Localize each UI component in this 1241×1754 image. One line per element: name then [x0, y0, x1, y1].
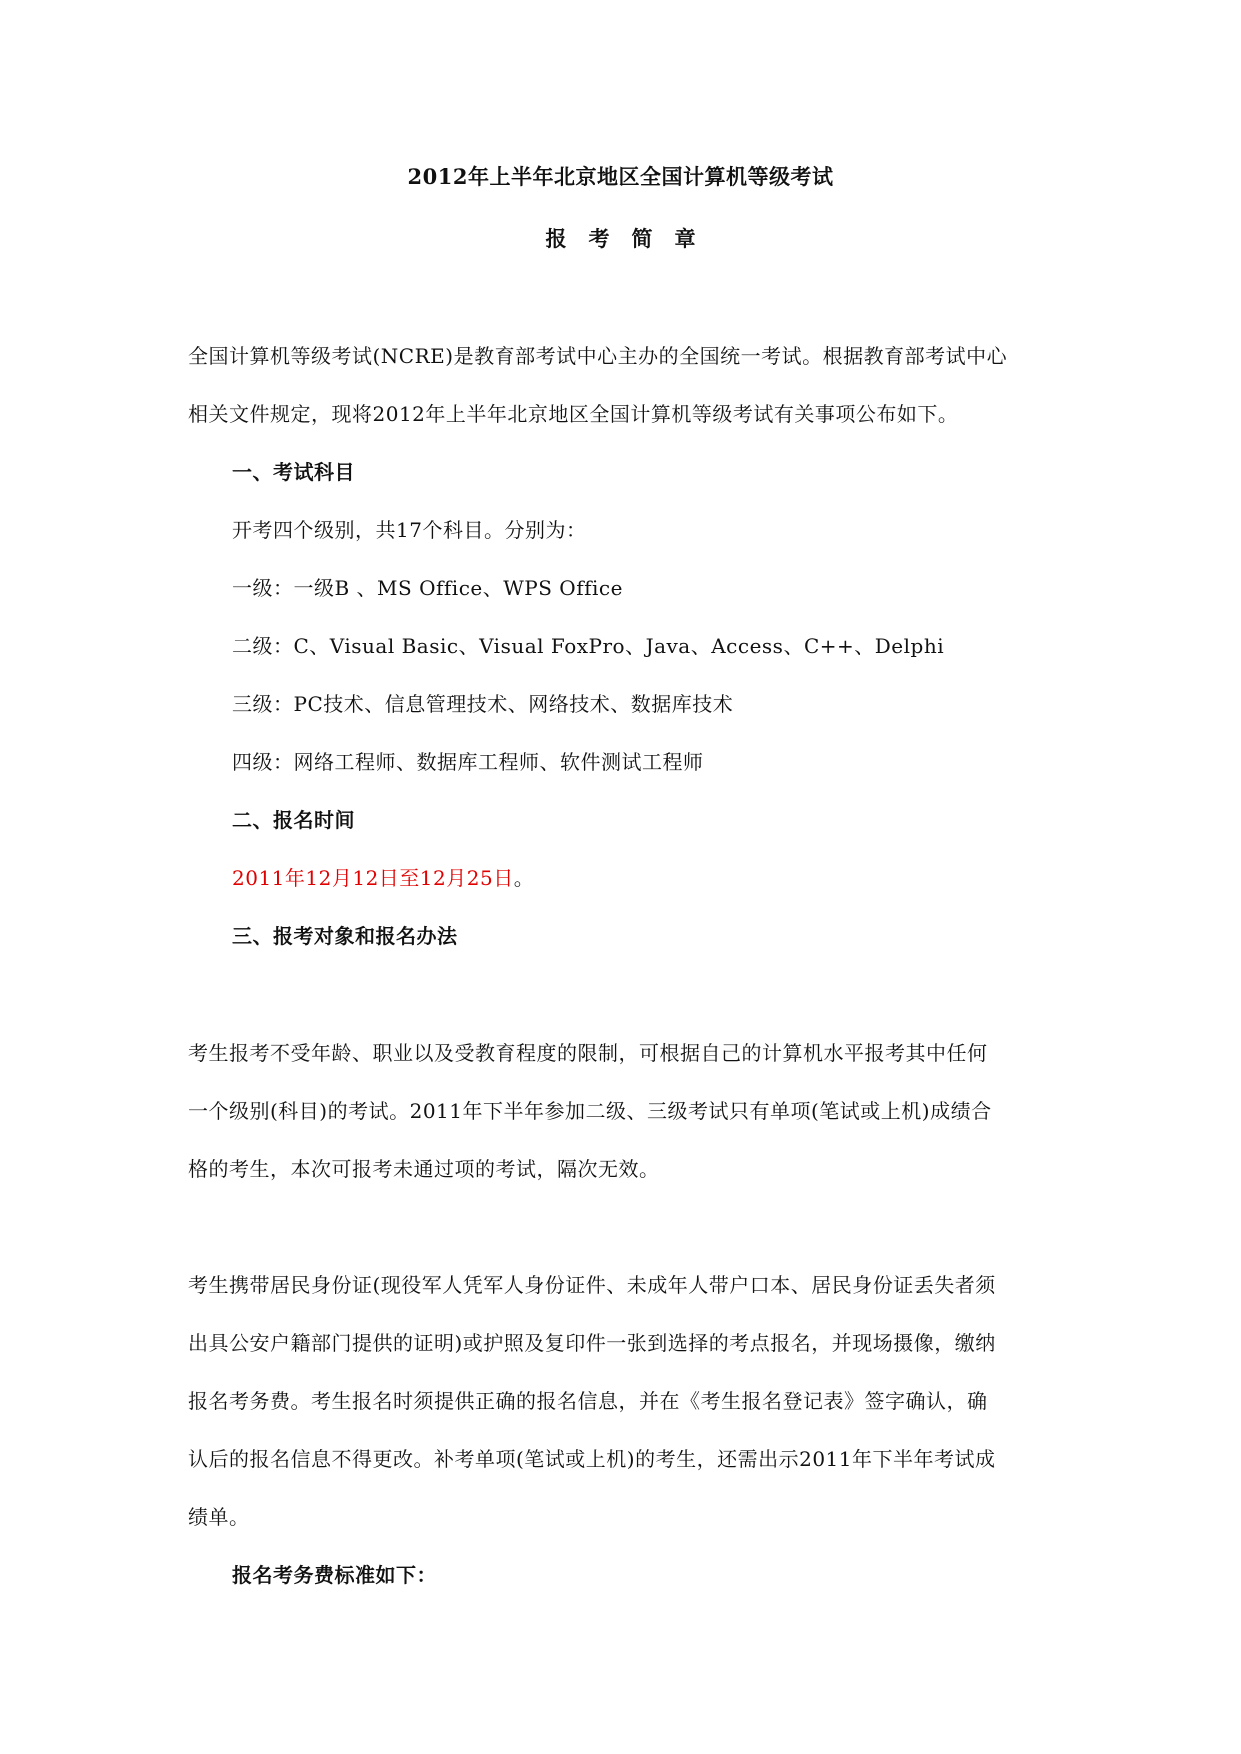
procedure-line-3: 报名考务费。考生报名时须提供正确的报名信息，并在《考生报名登记表》签字确认，确 [188, 1389, 988, 1413]
registration-date-suffix: 。 [513, 866, 535, 890]
level-4-subjects: 四级：网络工程师、数据库工程师、软件测试工程师 [232, 750, 704, 774]
intro-line-1: 全国计算机等级考试(NCRE)是教育部考试中心主办的全国统一考试。根据教育部考试中心 [188, 344, 1008, 368]
document-title: 2012年上半年北京地区全国计算机等级考试 [407, 164, 834, 189]
section-2-heading: 二、报名时间 [232, 808, 355, 832]
intro-line-2: 相关文件规定，现将2012年上半年北京地区全国计算机等级考试有关事项公布如下。 [188, 402, 959, 426]
eligibility-line-3: 格的考生，本次可报考未通过项的考试，隔次无效。 [188, 1157, 660, 1181]
eligibility-line-2: 一个级别(科目)的考试。2011年下半年参加二级、三级考试只有单项(笔试或上机)成绩合 [188, 1099, 992, 1123]
procedure-line-2: 出具公安户籍部门提供的证明)或护照及复印件一张到选择的考点报名，并现场摄像，缴纳 [188, 1331, 996, 1355]
procedure-line-5: 绩单。 [188, 1505, 250, 1529]
procedure-line-4: 认后的报名信息不得更改。补考单项(笔试或上机)的考生，还需出示2011年下半年考试成 [188, 1447, 996, 1471]
eligibility-line-1: 考生报考不受年龄、职业以及受教育程度的限制，可根据自己的计算机水平报考其中任何 [188, 1041, 988, 1065]
registration-date: 2011年12月12日至12月25日 [232, 866, 514, 890]
registration-date-line [232, 863, 534, 893]
section-1-summary: 开考四个级别，共17个科目。分别为： [232, 518, 587, 542]
section-3-heading: 三、报考对象和报名办法 [232, 924, 458, 948]
procedure-line-1: 考生携带居民身份证(现役军人凭军人身份证件、未成年人带户口本、居民身份证丢失者须 [188, 1273, 996, 1297]
section-1-heading: 一、考试科目 [232, 460, 355, 484]
fee-standard-heading: 报名考务费标准如下： [232, 1563, 437, 1587]
document-subtitle: 报考简章 [545, 226, 718, 251]
level-2-subjects: 二级：C、Visual Basic、Visual FoxPro、Java、Access、C++、Delphi [232, 634, 945, 658]
level-1-subjects: 一级：一级B 、MS Office、WPS Office [232, 576, 623, 600]
level-3-subjects: 三级：PC技术、信息管理技术、网络技术、数据库技术 [232, 692, 734, 716]
